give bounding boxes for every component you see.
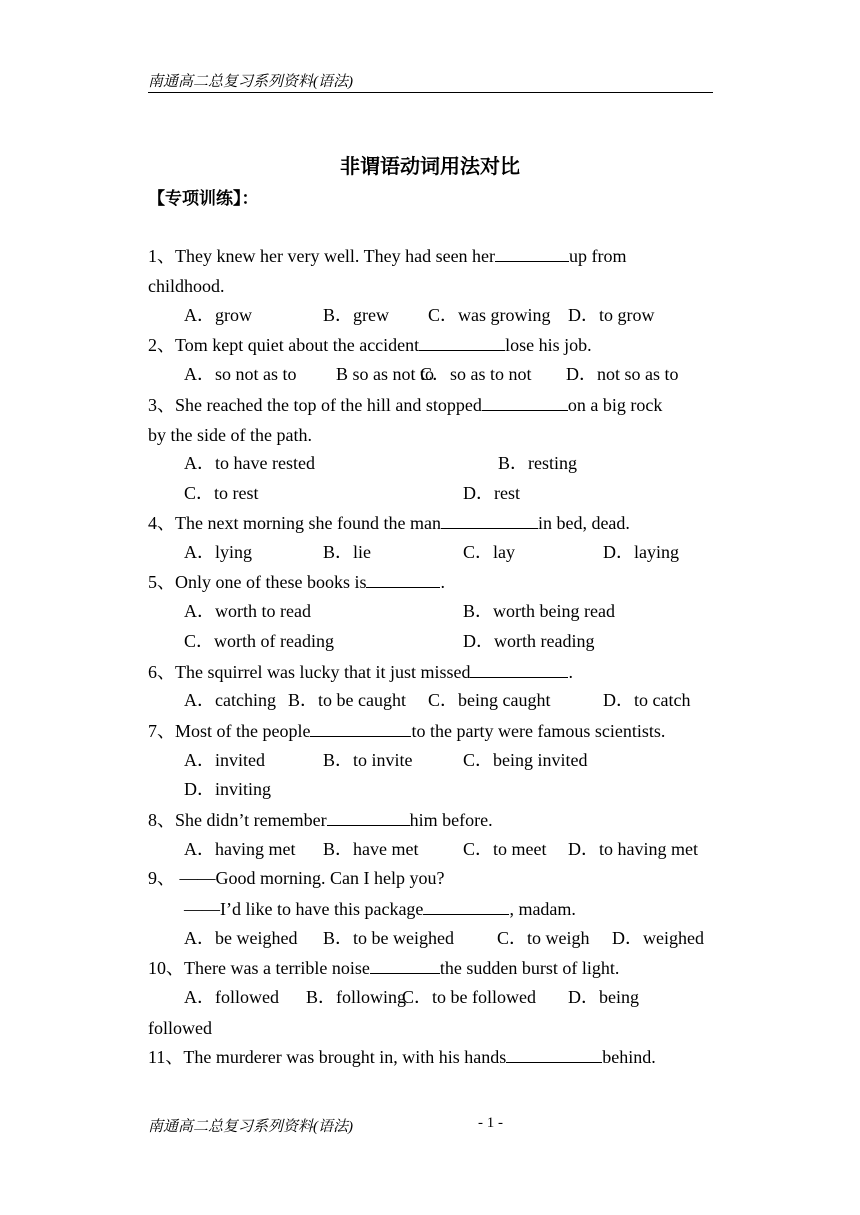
option-b: B．to invite (323, 750, 413, 770)
option-c: C．so as to not (420, 364, 532, 384)
option-c: C．being invited (463, 750, 588, 770)
option-c: C．to meet (463, 839, 547, 859)
option-c: C．lay (463, 542, 515, 562)
option-b: B．have met (323, 839, 419, 859)
option-d: D．not so as to (566, 364, 679, 384)
option-d: D．to having met (568, 839, 698, 859)
option-d: D．to grow (568, 305, 655, 325)
option-d: D．inviting (184, 779, 272, 799)
question-text: 4、The next morning she found the man (148, 513, 441, 533)
option-a: A．so not as to (184, 364, 297, 384)
option-a: A．followed (184, 987, 279, 1007)
question-9-response (184, 897, 576, 920)
option-b: B．to be caught (288, 690, 406, 710)
answer-blank (470, 660, 568, 678)
header-rule (148, 92, 713, 93)
answer-blank (506, 1045, 602, 1063)
answer-blank (310, 719, 411, 737)
answer-blank (423, 897, 509, 915)
question-text: behind. (602, 1047, 656, 1067)
question-text: him before. (409, 810, 493, 830)
option-a: A．having met (184, 839, 296, 859)
option-b: B．grew (323, 305, 389, 325)
option-d: D．rest (463, 483, 520, 503)
page-number: - 1 - (478, 1115, 503, 1131)
option-d: D．to catch (603, 690, 691, 710)
option-a: A．grow (184, 305, 252, 325)
option-d: D．worth reading (463, 631, 595, 651)
question-text: 10、There was a terrible noise (148, 958, 370, 978)
option-c: C．to rest (184, 483, 259, 503)
question-text: ——I’d like to have this package (184, 899, 424, 919)
question-5 (148, 570, 445, 593)
page-title: 非谓语动词用法对比 (340, 154, 520, 178)
question-text: the sudden burst of light. (439, 958, 620, 978)
option-d: D．being (568, 987, 639, 1007)
option-c: C．worth of reading (184, 631, 334, 651)
question-text: on a big rock (567, 395, 663, 415)
answer-blank (366, 570, 440, 588)
question-4 (148, 511, 630, 534)
question-text: 8、She didn’t remember (148, 810, 327, 830)
question-text: to the party were famous scientists. (411, 721, 666, 741)
option-a: A．catching (184, 690, 276, 710)
option-c: C．was growing (428, 305, 551, 325)
running-footer: 南通高二总复习系列资料(语法) (148, 1119, 353, 1135)
question-10 (148, 956, 619, 979)
question-1 (148, 244, 627, 267)
option-d: D．laying (603, 542, 679, 562)
option-b: B．lie (323, 542, 371, 562)
option-c: C．to weigh (497, 928, 590, 948)
option-a: A．invited (184, 750, 265, 770)
option-d: D．weighed (612, 928, 704, 948)
answer-blank (441, 511, 538, 529)
option-a: A．to have rested (184, 453, 315, 473)
question-3 (148, 393, 662, 416)
question-8 (148, 808, 493, 831)
question-1-continued: childhood. (148, 276, 225, 296)
question-9: 9、 ——Good morning. Can I help you? (148, 868, 445, 888)
answer-blank (419, 333, 505, 351)
question-text: 2、Tom kept quiet about the accident (148, 335, 420, 355)
question-text: lose his job. (505, 335, 592, 355)
question-text: 7、Most of the people (148, 721, 311, 741)
option-b: B so as not to (336, 364, 435, 384)
question-text: up from (569, 246, 627, 266)
question-7 (148, 719, 665, 742)
question-text: . (440, 572, 445, 592)
answer-blank (370, 956, 440, 974)
answer-blank (495, 244, 569, 262)
question-10-continued: followed (148, 1018, 212, 1038)
option-b: B．worth being read (463, 601, 615, 621)
option-c: C．to be followed (402, 987, 536, 1007)
question-text: 3、She reached the top of the hill and stopped (148, 395, 482, 415)
answer-blank (327, 808, 410, 826)
question-text: in bed, dead. (537, 513, 630, 533)
option-c: C．being caught (428, 690, 551, 710)
question-3-continued: by the side of the path. (148, 425, 312, 445)
question-text: , madam. (509, 899, 576, 919)
question-11 (148, 1045, 656, 1068)
section-heading: 【专项训练】： (148, 189, 259, 209)
option-a: A．be weighed (184, 928, 298, 948)
running-header: 南通高二总复习系列资料(语法) (148, 74, 353, 90)
question-text: 1、They knew her very well. They had seen her (148, 246, 496, 266)
option-a: A．worth to read (184, 601, 311, 621)
option-a: A．lying (184, 542, 253, 562)
option-b: B．to be weighed (323, 928, 454, 948)
question-6 (148, 660, 573, 683)
question-text: . (568, 662, 573, 682)
option-b: B．following (306, 987, 407, 1007)
question-text: 5、Only one of these books is (148, 572, 367, 592)
option-b: B．resting (498, 453, 577, 473)
question-text: 11、The murderer was brought in, with his hands (148, 1047, 507, 1067)
answer-blank (482, 393, 568, 411)
question-2 (148, 333, 592, 356)
question-text: 6、The squirrel was lucky that it just missed (148, 662, 471, 682)
